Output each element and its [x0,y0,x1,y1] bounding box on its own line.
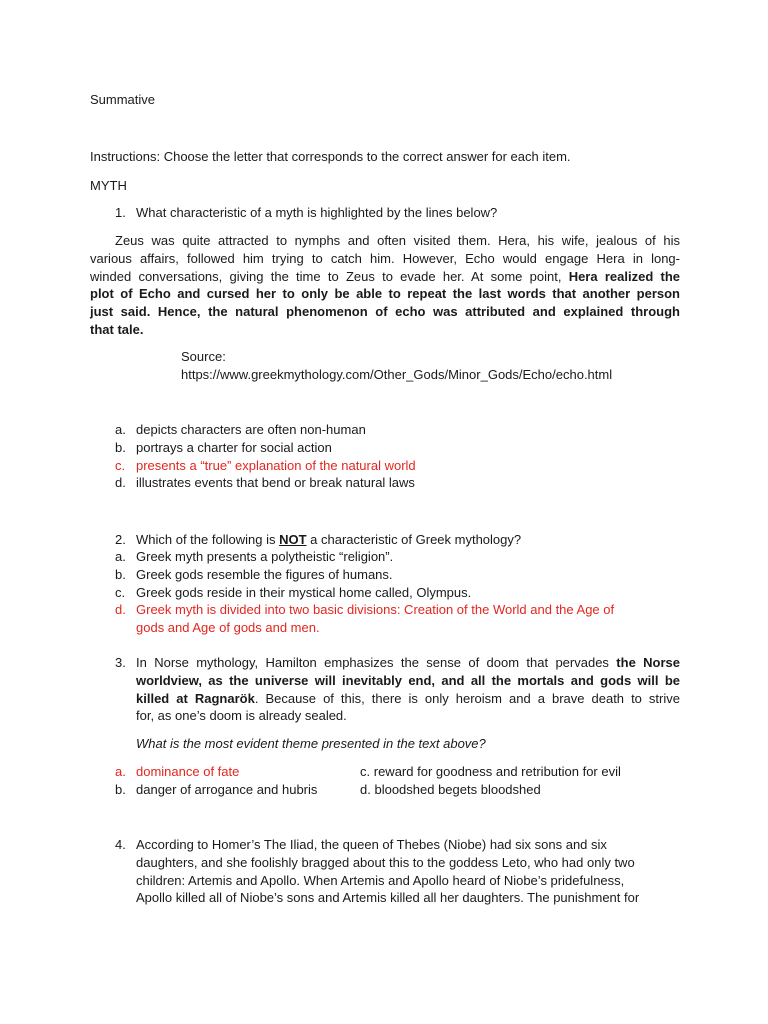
choice-text: bloodshed begets bloodshed [374,782,541,797]
choice-text: dominance of fate [136,764,240,779]
choice-c [360,763,621,781]
prompt-text: a characteristic of Greek mythology? [306,532,522,547]
choice-letter: b. [115,439,126,455]
choice-list [115,548,675,637]
prompt-emphasis: NOT [279,532,307,547]
question-number: 4. [115,837,126,852]
choice-line [115,619,675,637]
choice-letter: d. [115,602,126,618]
choice-letter: a. [115,549,126,564]
prompt-text: Which of the following is [136,532,280,547]
passage [90,232,680,339]
choice-text: Greek gods resemble the figures of humans. [136,566,393,582]
choice-text: illustrates events that bend or break natural laws [136,475,415,491]
choice-text: presents a “true” explanation of the natural world [136,457,416,473]
question-number: 2. [115,532,126,547]
section-heading: MYTH [90,178,127,193]
choice-a [115,421,535,439]
choice-text: danger of arrogance and hubris [136,782,318,797]
question-prompt [136,531,521,549]
passage-bold-text: worldview, as the universe will inevitably end, and all the mortals and gods will be [136,672,680,688]
choice-b [115,566,675,584]
passage-bold-text: Hera realized the [568,268,681,284]
choice-list [115,421,535,492]
question-prompt: What is the most evident theme presented in the text above? [136,736,486,751]
choice-text: reward for goodness and retribution for evil [373,764,621,779]
choice-letter: d. [360,782,371,797]
document-title: Summative [90,92,156,107]
choice-text: depicts characters are often non-human [136,422,366,437]
choice-letter: b. [115,782,126,797]
choice-d [115,474,535,492]
passage-line: Apollo killed all of Niobe’s sons and Artemis killed all her daughters. The punishment for [136,890,640,906]
passage-text: winded conversations, giving the time to Zeus to evade her. At some point, [90,268,569,284]
passage-line [90,250,680,268]
choice-letter: c. [115,457,126,473]
choice-text: gods and Age of gods and men. [136,620,320,636]
source-url: https://www.greekmythology.com/Other_Gods/Minor_Gods/Echo/echo.html [181,367,613,382]
passage-text: In Norse mythology, Hamilton emphasizes the sense of doom that pervades [136,655,617,670]
question-prompt: What characteristic of a myth is highlighted by the lines below? [136,205,498,220]
choice-letter: a. [115,764,126,779]
question-passage [136,836,696,907]
choice-line [115,601,675,619]
choice-letter: a. [115,422,126,437]
passage-line: According to Homer’s The Iliad, the queen of Thebes (Niobe) had six sons and six [136,837,607,852]
passage-line [136,672,680,690]
choice-c [115,457,535,475]
passage-line [90,268,680,286]
passage-line [136,654,680,672]
passage-line [90,321,680,339]
question-passage [136,654,680,725]
passage-line [90,232,680,250]
choice-b [115,781,317,799]
passage-bold-text: the Norse [616,655,681,670]
choice-b [115,439,535,457]
passage-text: . Because of this, there is only heroism and a brave death to strive [254,690,680,706]
passage-bold-text: just said. Hence, the natural phenomenon of echo was attributed and explained through [90,304,680,320]
choice-c [115,584,675,602]
passage-line [90,285,680,303]
passage-bold-text: killed at Ragnarök [136,690,255,706]
passage-line: daughters, and she foolishly bragged about this to the goddess Leto, who had only two [136,854,635,870]
choice-text: Greek gods reside in their mystical home called, Olympus. [136,584,472,600]
choice-d [360,781,541,799]
passage-bold-text: plot of Echo and cursed her to only be able to repeat the last words that another person [90,286,680,302]
choice-a [115,763,239,781]
choice-a [115,548,675,566]
question-number: 1. [115,205,126,220]
passage-line [136,690,680,708]
choice-d [115,601,675,637]
instructions-text: Instructions: Choose the letter that corresponds to the correct answer for each item. [90,149,571,164]
choice-text: Greek myth is divided into two basic divisions: Creation of the World and the Age of [136,602,615,618]
question-number: 3. [115,655,126,670]
passage-line [136,707,680,725]
passage-text: various affairs, followed him trying to catch him. However, Echo would engage Hera in long- [90,250,680,266]
passage-line [90,303,680,321]
choice-text: portrays a charter for social action [136,439,332,455]
passage-bold-text: that tale. [90,321,144,337]
choice-text: Greek myth presents a polytheistic “religion”. [136,549,394,564]
choice-letter: d. [115,475,126,491]
source-label: Source: [181,349,226,364]
choice-letter: b. [115,566,126,582]
passage-line: children: Artemis and Apollo. When Artemis and Apollo heard of Niobe’s pridefulness, [136,872,625,888]
passage-text: Zeus was quite attracted to nymphs and often visited them. Hera, his wife, jealous of his [115,233,680,248]
passage-text: for, as one’s doom is already sealed. [136,708,347,724]
choice-letter: c. [115,584,126,600]
choice-letter: c. [360,764,371,779]
